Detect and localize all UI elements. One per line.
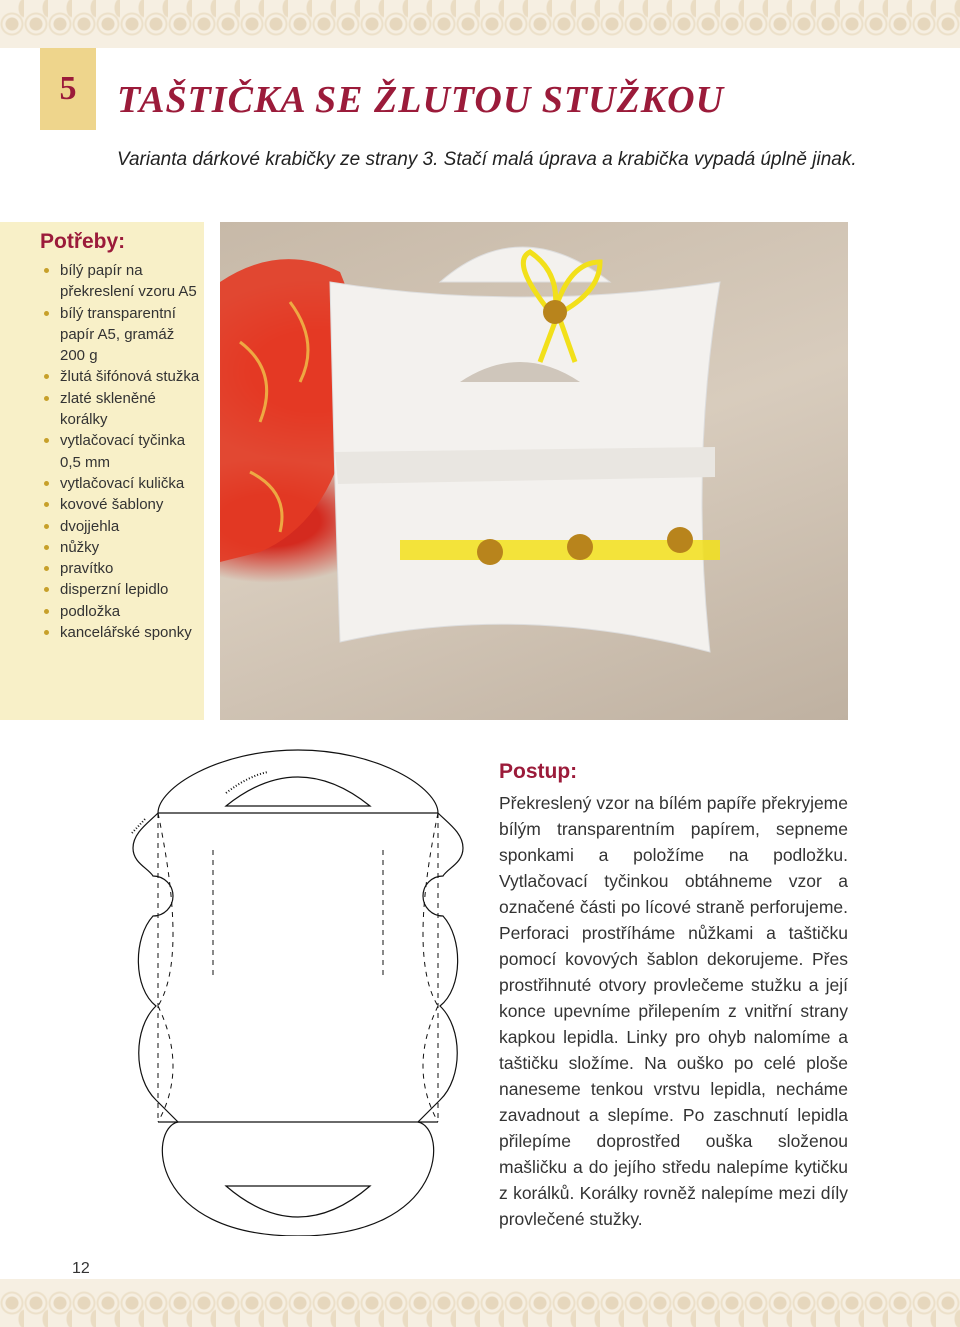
product-photo bbox=[220, 222, 848, 720]
bullet-icon bbox=[44, 502, 49, 507]
supplies-item-label: disperzní lepidlo bbox=[60, 581, 169, 599]
supplies-item bbox=[40, 303, 202, 367]
procedure-text: Překreslený vzor na bílém papíře překryjeme bílým transparentním papírem, sepneme sponkami a položíme na podložku. Vytlačovací tyčinkou obtáhneme vzor a označené části po lícové straně perforujeme. Perforaci prostříháme nůžkami a taštičku pomocí kovových šablon dekorujeme. Přes prostřihnuté otvory provlečeme stužku a její konce upevníme přilepením z vnitřní strany kapkou lepidla. Linky pro ohyb nalomíme a taštičku složíme. Na ouško po celé ploše naneseme tenkou vrstvu lepidla, necháme zavadnout a slepíme. Po zaschnutí lepidla přilepíme doprostřed ouška složenou mašličku a do jejího středu nalepíme kytičku z korálků. Korálky rovněž nalepíme mezi díly provlečené stužky. bbox=[499, 793, 848, 1229]
supplies-item bbox=[40, 473, 202, 494]
supplies-panel bbox=[0, 222, 204, 720]
template-perforation bbox=[132, 772, 268, 833]
supplies-item bbox=[40, 260, 202, 303]
supplies-item-label: bílý transparentní papír A5, gramáž 200 g bbox=[60, 304, 176, 365]
bullet-icon bbox=[44, 566, 49, 571]
bead-flower-3 bbox=[667, 527, 693, 553]
supplies-item-label: podložka bbox=[60, 602, 121, 620]
bullet-icon bbox=[44, 311, 49, 316]
template-handle-top bbox=[226, 777, 370, 806]
bullet-icon bbox=[44, 481, 49, 486]
supplies-item bbox=[40, 430, 202, 473]
bullet-icon bbox=[44, 524, 49, 529]
bead-flower-2 bbox=[567, 534, 593, 560]
supplies-item-label: vytlačovací kulička bbox=[60, 474, 185, 492]
procedure-section bbox=[499, 760, 848, 1232]
bullet-icon bbox=[44, 545, 49, 550]
supplies-item-label: nůžky bbox=[60, 538, 100, 556]
supplies-item bbox=[40, 579, 202, 600]
template-fold-lines bbox=[158, 813, 438, 1122]
template-handle-bottom bbox=[226, 1186, 370, 1217]
intro-text: Varianta dárkové krabičky ze strany 3. Stačí malá úprava a krabička vypadá úplně jinak. bbox=[117, 149, 857, 170]
supplies-item bbox=[40, 494, 202, 515]
bow-bead-flower bbox=[543, 300, 567, 324]
cutting-template bbox=[118, 748, 478, 1236]
page-title: TAŠTIČKA SE ŽLUTOU STUŽKOU bbox=[117, 79, 725, 121]
supplies-item bbox=[40, 366, 202, 387]
supplies-item bbox=[40, 601, 202, 622]
bullet-icon bbox=[44, 374, 49, 379]
supplies-item-label: zlaté skleněné korálky bbox=[60, 389, 156, 429]
supplies-item-label: kovové šablony bbox=[60, 496, 164, 514]
supplies-item-label: bílý papír na překreslení vzoru A5 bbox=[60, 262, 197, 301]
template-outline bbox=[133, 750, 463, 1236]
bullet-icon bbox=[44, 396, 49, 401]
bullet-icon bbox=[44, 609, 49, 614]
bullet-icon bbox=[44, 587, 49, 592]
bead-flower-1 bbox=[477, 539, 503, 565]
supplies-item bbox=[40, 388, 202, 431]
bullet-icon bbox=[44, 438, 49, 443]
photo-illustration bbox=[220, 222, 848, 720]
supplies-item-label: vytlačovací tyčinka 0,5 mm bbox=[60, 432, 186, 471]
supplies-item-label: dvojjehla bbox=[60, 517, 120, 535]
procedure-title: Postup: bbox=[499, 760, 578, 783]
supplies-item-label: pravítko bbox=[60, 560, 114, 578]
supplies-item-label: kancelářské sponky bbox=[60, 624, 192, 642]
lace-border-bottom bbox=[0, 1279, 960, 1327]
lace-border-top bbox=[0, 0, 960, 48]
supplies-item bbox=[40, 537, 202, 558]
chapter-number-box bbox=[40, 48, 96, 130]
bullet-icon bbox=[44, 630, 49, 635]
supplies-title: Potřeby: bbox=[40, 230, 126, 253]
supplies-item bbox=[40, 516, 202, 537]
bullet-icon bbox=[44, 268, 49, 273]
supplies-item bbox=[40, 622, 202, 643]
supplies-item-label: žlutá šifónová stužka bbox=[60, 368, 200, 386]
chapter-number: 5 bbox=[59, 70, 77, 107]
page-number: 12 bbox=[72, 1260, 90, 1277]
supplies-item bbox=[40, 558, 202, 579]
supplies-list bbox=[40, 260, 204, 643]
